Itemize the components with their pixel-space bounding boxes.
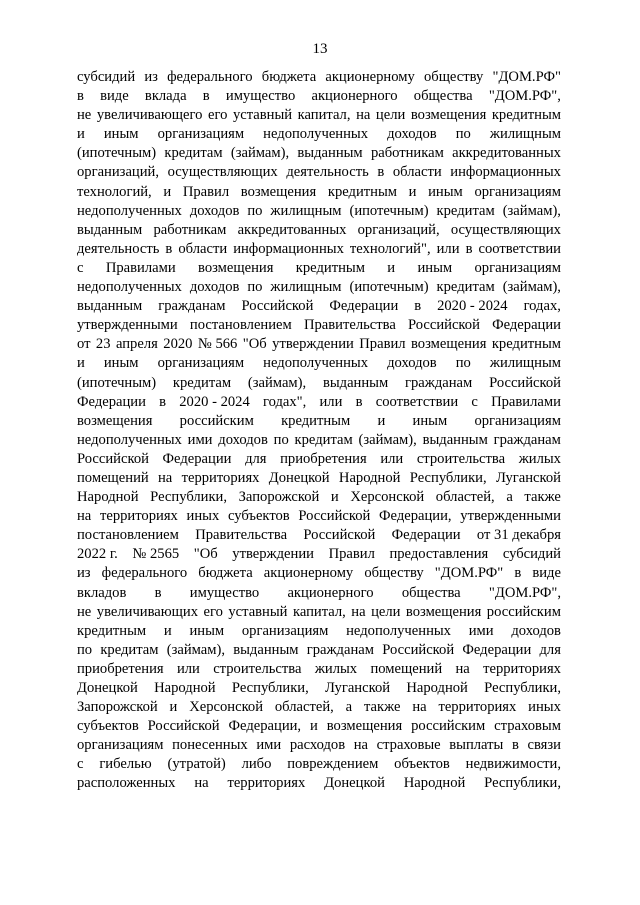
- text-line: вкладов в имущество акционерного общества "ДОМ.РФ",: [77, 584, 561, 601]
- text-line: недополученных ими доходов по кредитам (займам), выданным гражданам: [77, 431, 561, 448]
- text-line: недополученных доходов по жилищным (ипотечным) кредитам (займам),: [77, 202, 561, 219]
- text-line: не увеличивающих его уставный капитал, на цели возмещения российским: [77, 603, 561, 620]
- text-line: в виде вклада в имущество акционерного общества "ДОМ.РФ",: [77, 88, 561, 105]
- text-line: организациям понесенных ими расходов на страховые выплаты в связи: [77, 737, 561, 754]
- text-line: кредитным и иным организациям недополученных ими доходов: [77, 622, 561, 639]
- text-line: с гибелью (утратой) либо повреждением объектов недвижимости,: [77, 756, 561, 773]
- text-line: выданным работникам аккредитованных организаций, осуществляющих: [77, 221, 561, 238]
- text-line: (ипотечным) кредитам (займам), выданным гражданам Российской: [77, 374, 561, 391]
- text-line: расположенных на территориях Донецкой Народной Республики,: [77, 775, 561, 792]
- text-line: деятельность в области информационных технологий", или в соответствии: [77, 240, 561, 257]
- text-line: технологий, и Правил возмещения кредитным и иным организациям: [77, 183, 561, 200]
- text-line: Российской Федерации для приобретения или строительства жилых: [77, 450, 561, 467]
- text-line: недополученных доходов по жилищным (ипотечным) кредитам (займам),: [77, 279, 561, 296]
- text-line: и иным организациям недополученных доходов по жилищным: [77, 126, 561, 143]
- page-number: 13: [312, 41, 328, 57]
- text-line: от 23 апреля 2020 № 566 "Об утверждении Правил возмещения кредитным: [77, 336, 561, 353]
- text-line: Донецкой Народной Республики, Луганской Народной Республики,: [77, 680, 561, 696]
- text-line: выданным гражданам Российской Федерации в 2020 - 2024 годах,: [77, 298, 561, 315]
- text-line: Народной Республики, Запорожской и Херсонской областей, а также: [77, 489, 561, 506]
- text-line: помещений на территориях Донецкой Народной Республики, Луганской: [77, 469, 561, 486]
- text-line: на территориях иных субъектов Российской Федерации, утвержденными: [77, 508, 561, 525]
- text-line: по кредитам (займам), выданным гражданам Российской Федерации для: [77, 641, 561, 658]
- text-line: 2022 г. № 2565 "Об утверждении Правил предоставления субсидий: [77, 546, 561, 563]
- text-line: (ипотечным) кредитам (займам), выданным работникам аккредитованных: [77, 145, 561, 162]
- text-line: из федерального бюджета акционерному обществу "ДОМ.РФ" в виде: [77, 565, 561, 582]
- text-line: Запорожской и Херсонской областей, а также на территориях иных: [77, 699, 561, 716]
- text-line: возмещения российским кредитным и иным организациям: [77, 412, 561, 429]
- text-line: постановлением Правительства Российской Федерации от 31 декабря: [77, 527, 561, 544]
- text-line: Федерации в 2020 - 2024 годах", или в соответствии с Правилами: [77, 393, 561, 410]
- body-text: [77, 68, 561, 794]
- text-line: субсидий из федерального бюджета акционерному обществу "ДОМ.РФ": [77, 69, 561, 85]
- text-line: приобретения или строительства жилых помещений на территориях: [77, 660, 561, 677]
- text-line: и иным организациям недополученных доходов по жилищным: [77, 355, 561, 372]
- text-line: утвержденными постановлением Правительства Российской Федерации: [77, 317, 561, 334]
- text-line: с Правилами возмещения кредитным и иным организациям: [77, 259, 561, 276]
- text-line: субъектов Российской Федерации, и возмещения российским страховым: [77, 718, 561, 735]
- text-line: не увеличивающего его уставный капитал, на цели возмещения кредитным: [77, 107, 561, 124]
- text-line: организаций, осуществляющих деятельность в области информационных: [77, 164, 561, 181]
